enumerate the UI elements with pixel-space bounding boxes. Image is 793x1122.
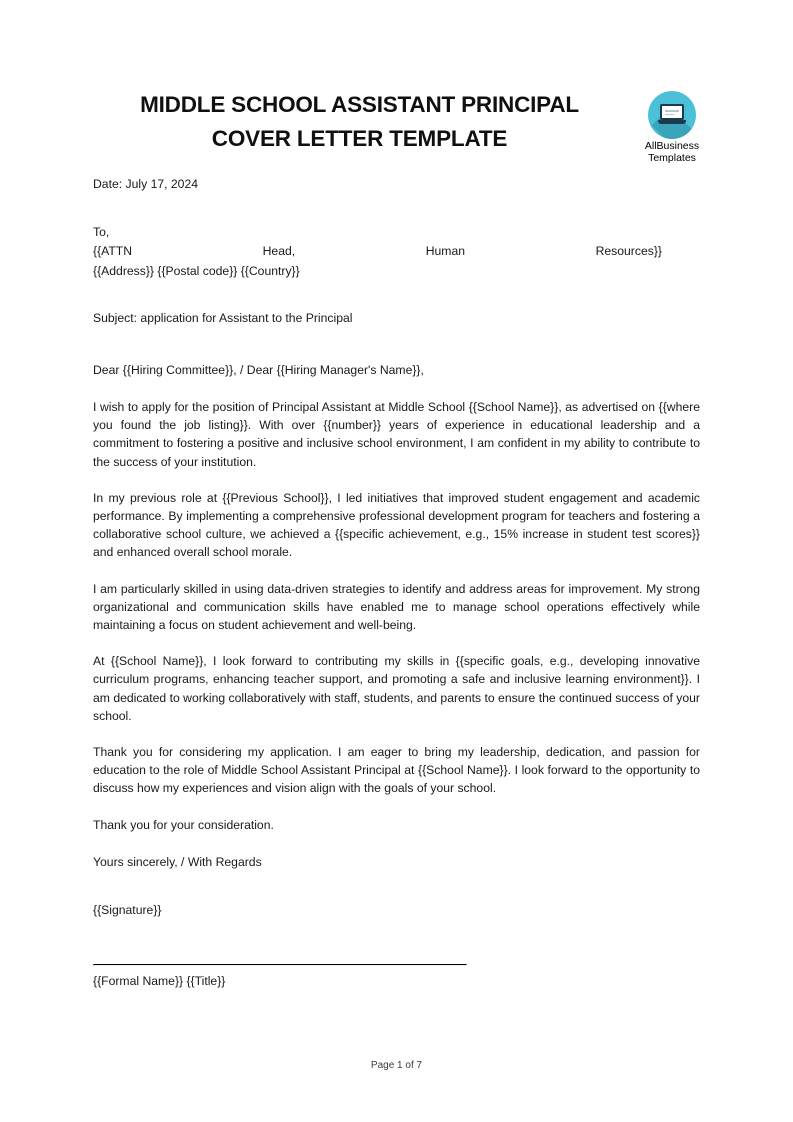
sign-off-line: Yours sincerely, / With Regards	[93, 855, 262, 870]
spacer	[93, 471, 700, 489]
spacer	[93, 798, 700, 816]
body-paragraph-5: Thank you for considering my application. I am eager to bring my leadership, dedication, and passion for education to the role of Middle School Assistant Principal at {{School Name}}. I look forward to the opportunity to discuss how my experiences and vision align with the goals of your school.	[93, 745, 700, 796]
formal-name-title-line: {{Formal Name}} {{Title}}	[93, 974, 226, 989]
spacer	[93, 195, 700, 223]
body-paragraph-4: At {{School Name}}, I look forward to contributing my skills in {{specific goals, e.g., developing innovative curriculum programs, enhancing teacher support, and promoting a safe and inclusive learning environment}}. I am dedicated to working collaboratively with staff, students, and parents to ensure the continued success of your school.	[93, 654, 700, 723]
date-line: Date: July 17, 2024	[93, 177, 199, 191]
body-paragraph-1: I wish to apply for the position of Principal Assistant at Middle School {{School Name}}, as advertised on {{where you found the job listing}}. With over {{number}} years of experience in educational leadership and a commitment to fostering a positive and inclusive school environment, I am confident in my ability to contribute to the success of your institution.	[93, 400, 700, 469]
spacer	[93, 920, 700, 964]
allbusiness-templates-logo	[644, 91, 700, 164]
address-line: {{Address}} {{Postal code}} {{Country}}	[93, 263, 300, 278]
recipient-line	[93, 242, 662, 262]
salutation-line: Dear {{Hiring Committee}}, / Dear {{Hiring Manager's Name}},	[93, 362, 424, 377]
spacer	[93, 725, 700, 743]
to-label: To,	[93, 224, 110, 239]
spacer	[93, 634, 700, 652]
page-footer: Page 1 of 7	[370, 1060, 423, 1071]
spacer	[93, 835, 700, 853]
recipient-part-4: Resources}}	[595, 244, 662, 258]
laptop-base	[658, 120, 686, 124]
logo-brand-line-1: AllBusiness	[644, 140, 700, 152]
recipient-part-2: Head,	[262, 244, 296, 258]
page-title	[93, 88, 626, 156]
spacer	[93, 329, 700, 361]
letter-body	[93, 175, 700, 992]
subject-line: Subject: application for Assistant to the Principal	[93, 311, 353, 325]
body-paragraph-3: I am particularly skilled in using data-driven strategies to identify and address areas for improvement. My strong organizational and communication skills have enabled me to manage school operations effectively while maintaining a focus on student achievement and well-being.	[93, 581, 700, 633]
spacer	[93, 873, 700, 901]
laptop-document-icon	[658, 104, 686, 126]
body-paragraph-2: In my previous role at {{Previous School}}, I led initiatives that improved student engagement and academic performance. By implementing a comprehensive professional development program for teachers and fostering a collaborative school culture, we achieved a {{specific achievement, e.g., 15% increase in student test scores}} and enhanced overall school morale.	[93, 490, 700, 560]
signature-placeholder: {{Signature}}	[93, 902, 162, 917]
logo-circle	[648, 91, 696, 139]
title-line-2: COVER LETTER TEMPLATE	[211, 126, 508, 151]
spacer	[93, 281, 700, 309]
document-header	[93, 88, 700, 164]
laptop-screen-frame	[660, 104, 684, 120]
recipient-part-1: {{ATTN	[93, 244, 133, 258]
logo-brand-line-2: Templates	[648, 152, 696, 164]
title-line-1: MIDDLE SCHOOL ASSISTANT PRINCIPAL	[140, 92, 579, 117]
document-text-line-1	[665, 110, 679, 112]
spacer	[93, 380, 700, 398]
recipient-part-3: Human	[425, 244, 466, 258]
document-text-line-2	[665, 114, 674, 116]
closing-thanks-line: Thank you for your consideration.	[93, 817, 274, 832]
laptop-screen-inner	[662, 106, 682, 118]
spacer	[93, 562, 700, 580]
logo-brand-text	[644, 140, 700, 164]
